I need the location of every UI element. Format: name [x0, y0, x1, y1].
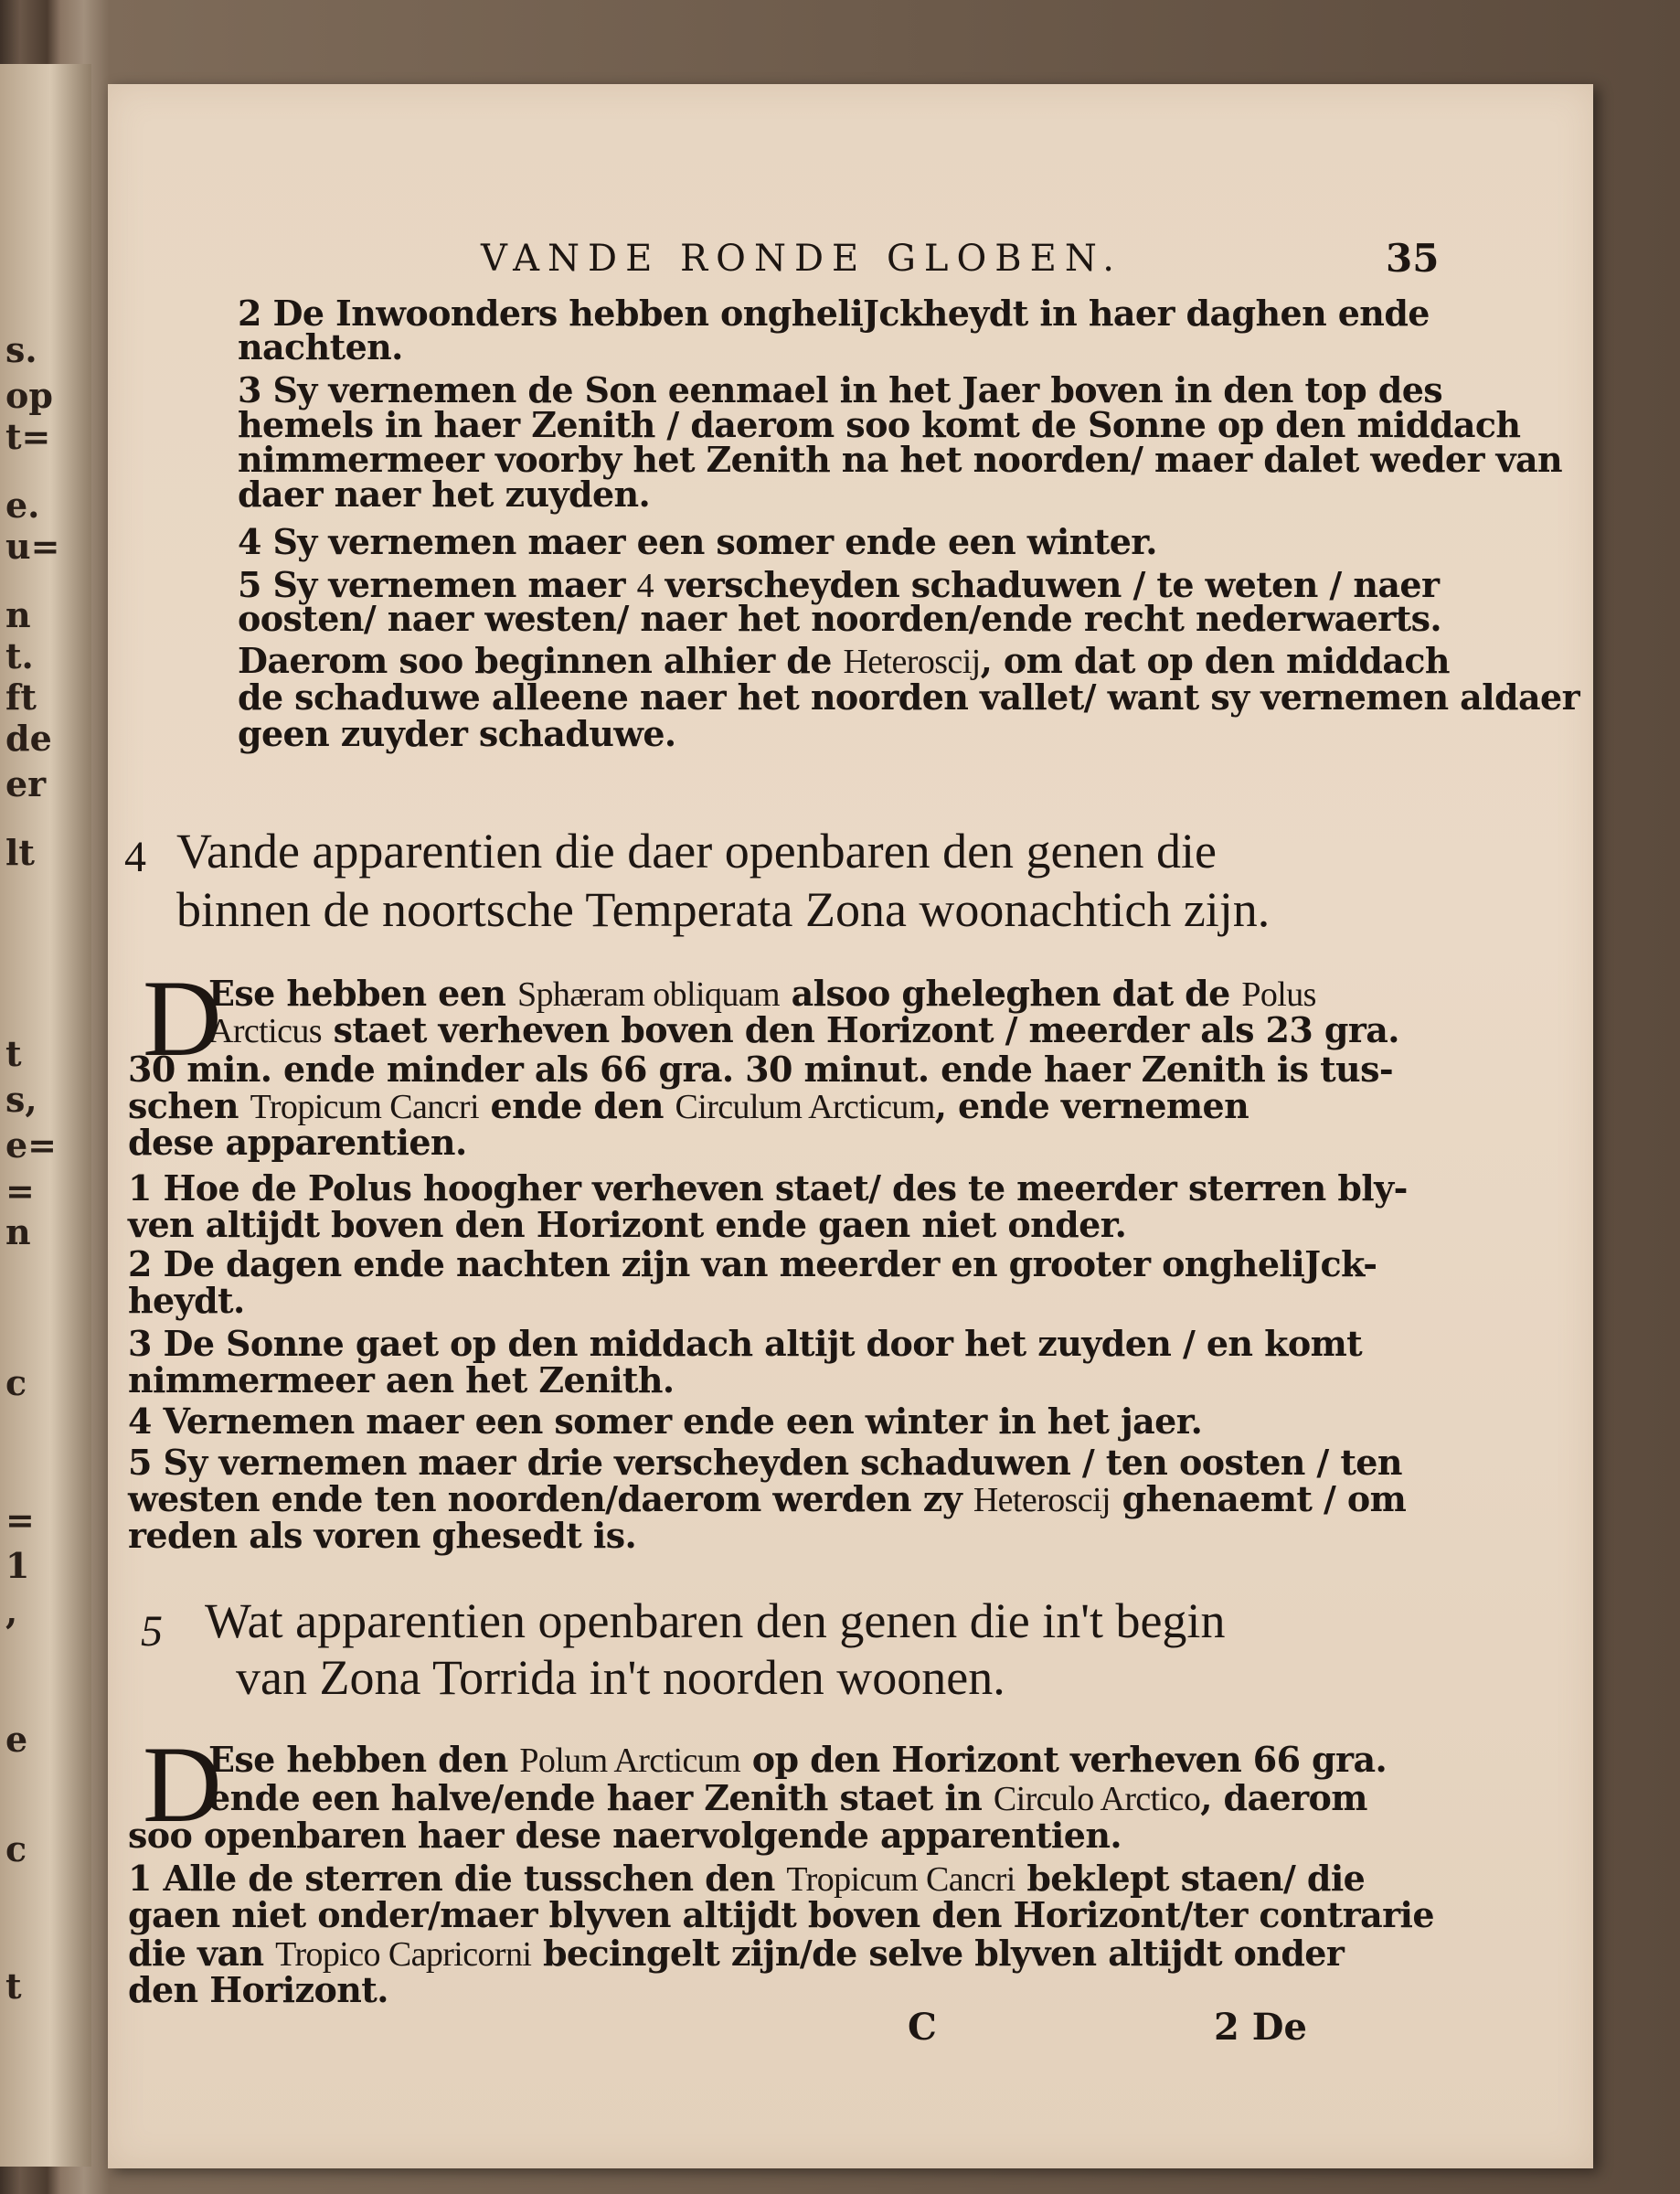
latin-term: Circulo Arctico: [993, 1780, 1201, 1818]
left-page-fragment: =: [5, 1170, 35, 1211]
text-line: geen zuyder schaduwe.: [238, 713, 676, 754]
left-page-fragment: er: [5, 763, 47, 804]
text-line: nimmermeer aen het Zenith.: [128, 1359, 675, 1401]
latin-term: Tropicum Cancri: [250, 1088, 479, 1126]
text-line: heydt.: [128, 1280, 245, 1321]
text-line: nachten.: [238, 326, 403, 367]
text-run: 5 Sy vernemen maer: [238, 564, 637, 605]
signature-mark: C: [908, 2006, 937, 2049]
text-line: [208, 1739, 1387, 1781]
section-number: 4: [124, 833, 146, 881]
text-line: ven altijdt boven den Horizont ende gaen niet onder.: [128, 1204, 1127, 1245]
text-run: schen: [128, 1085, 250, 1126]
text-line: de schaduwe alleene naer het noorden vallet/ want sy vernemen aldaer: [238, 676, 1579, 718]
left-page-edge: [0, 64, 91, 2167]
left-page-fragment: n: [5, 1211, 31, 1252]
section-title: Vande apparentien die daer openbaren den genen die: [176, 824, 1217, 879]
left-page-fragment: t=: [5, 416, 51, 457]
latin-term: Polus: [1241, 975, 1316, 1014]
text-line: 2 De Inwoonders hebben ongheliJckheydt in haer daghen ende: [238, 293, 1430, 334]
left-page-fragment: 1: [5, 1545, 30, 1586]
running-title: VANDE RONDE GLOBEN.: [481, 238, 1122, 280]
latin-term: Sphæram obliquam: [516, 975, 780, 1014]
text-line: 1 Hoe de Polus hoogher verheven staet/ des te meerder sterren bly-: [128, 1167, 1408, 1209]
left-page-fragment: ft: [5, 676, 37, 718]
left-page-fragment: c: [5, 1362, 27, 1403]
left-page-fragment: t: [5, 1965, 22, 2007]
left-page-fragment: s.: [5, 329, 37, 370]
text-run: , ende vernemen: [934, 1085, 1249, 1126]
left-page-fragment: =: [5, 1499, 35, 1540]
text-run: Daerom soo beginnen alhier de: [238, 640, 844, 681]
left-page-fragment: c: [5, 1828, 27, 1869]
text-line: 2 De dagen ende nachten zijn van meerder en grooter ongheliJck-: [128, 1243, 1377, 1284]
page-number: 35: [1386, 236, 1440, 281]
text-line: 5 Sy vernemen maer drie verscheyden schaduwen / ten oosten / ten: [128, 1442, 1402, 1483]
section-title: van Zona Torrida in't noorden woonen.: [236, 1650, 1005, 1705]
left-page-fragment: t: [5, 1033, 22, 1074]
left-page-fragment: ,: [5, 1591, 18, 1632]
drop-cap: D: [143, 957, 222, 1079]
text-run: alsoo gheleghen dat de: [779, 973, 1242, 1014]
text-run: 1 Alle de sterren die tusschen den: [128, 1858, 787, 1899]
left-page-fragment: op: [5, 375, 53, 416]
text-run: op den Horizont verheven 66 gra.: [740, 1739, 1388, 1780]
left-page-fragment: e=: [5, 1124, 58, 1166]
section-title: binnen de noortsche Temperata Zona woonachtich zijn.: [176, 882, 1271, 937]
text-run: Ese hebben een: [208, 973, 517, 1014]
text-line: [208, 1009, 1399, 1051]
latin-term: Circulum Arcticum: [675, 1088, 935, 1126]
text-run: , om dat op den middach: [980, 640, 1450, 681]
text-line: gaen niet onder/maer blyven altijdt boven den Horizont/ter contrarie: [128, 1894, 1434, 1935]
text-line: oosten/ naer westen/ naer het noorden/ende recht nederwaerts.: [238, 598, 1442, 639]
text-line: 4 Vernemen maer een somer ende een winter in het jaer.: [128, 1401, 1203, 1442]
left-page-fragment: e.: [5, 485, 40, 526]
latin-term: Heteroscij: [843, 643, 981, 681]
text-run: westen ende ten noorden/daerom werden zy: [128, 1478, 973, 1519]
text-line: 3 De Sonne gaet op den middach altijt door het zuyden / en komt: [128, 1323, 1363, 1364]
text-line: dese apparentien.: [128, 1122, 467, 1163]
text-run: ghenaemt / om: [1110, 1478, 1407, 1519]
latin-term: Tropico Capricorni: [275, 1935, 532, 1974]
left-page-fragment: e: [5, 1719, 28, 1760]
drop-cap: D: [143, 1723, 222, 1845]
text-line: 4 Sy vernemen maer een somer ende een winter.: [238, 521, 1157, 562]
latin-term: Tropicum Cancri: [786, 1860, 1015, 1899]
latin-term: Arcticus: [208, 1012, 322, 1050]
text-run: staet verheven boven den Horizont / meerder als 23 gra.: [321, 1009, 1399, 1050]
text-line: nimmermeer voorby het Zenith na het noorden/ maer dalet weder van: [238, 439, 1563, 480]
left-page-fragment: u=: [5, 526, 60, 567]
left-page-fragment: de: [5, 718, 52, 759]
text-line: reden als voren ghesedt is.: [128, 1515, 637, 1556]
text-run: die van: [128, 1933, 276, 1974]
book-page: [108, 84, 1593, 2168]
section-number: 5: [141, 1607, 163, 1656]
latin-term: Polum Arcticum: [519, 1741, 741, 1780]
text-run: becingelt zijn/de selve blyven altijdt onder: [531, 1933, 1345, 1974]
left-page-fragment: s,: [5, 1079, 37, 1120]
text-line: hemels in haer Zenith / daerom soo komt de Sonne op den middach: [238, 404, 1521, 445]
text-run: ende den: [478, 1085, 675, 1126]
text-run: ende een halve/ende haer Zenith staet in: [208, 1777, 994, 1818]
text-run: , daerom: [1200, 1777, 1367, 1818]
catchword: 2 De: [1214, 2006, 1307, 2049]
left-page-fragment: lt: [5, 832, 35, 873]
section-title: Wat apparentien openbaren den genen die in't begin: [205, 1593, 1226, 1648]
text-line: daer naer het zuyden.: [238, 474, 651, 515]
text-line: [208, 1777, 1367, 1819]
text-line: soo openbaren haer dese naervolgende apparentien.: [128, 1815, 1122, 1856]
latin-term: Heteroscij: [973, 1481, 1111, 1519]
text-run: Ese hebben den: [208, 1739, 520, 1780]
text-line: 3 Sy vernemen de Son eenmael in het Jaer boven in den top des: [238, 369, 1443, 410]
text-run: beklept staen/ die: [1015, 1858, 1366, 1899]
text-run: verscheyden schaduwen / te weten / naer: [654, 564, 1440, 605]
left-page-fragment: n: [5, 594, 31, 635]
numeral: 4: [636, 567, 654, 605]
text-line: den Horizont.: [128, 1969, 388, 2010]
text-line: 30 min. ende minder als 66 gra. 30 minut. ende haer Zenith is tus-: [128, 1049, 1394, 1090]
left-page-fragment: t.: [5, 635, 34, 676]
